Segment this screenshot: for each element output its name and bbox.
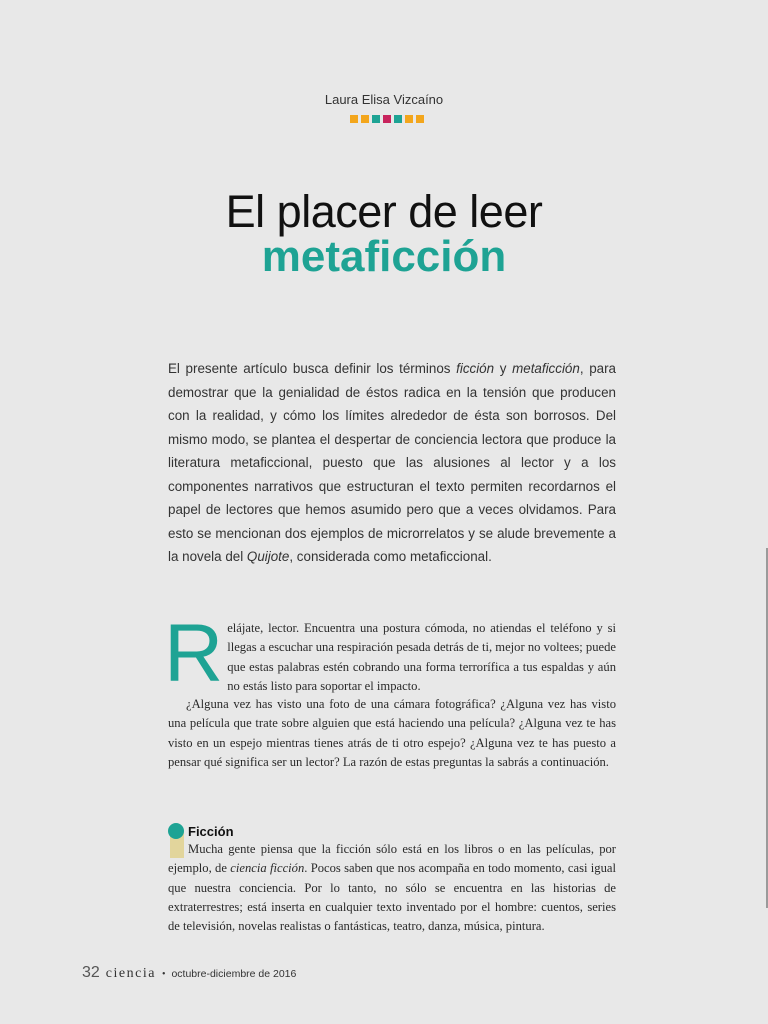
body-paragraph-2: ¿Alguna vez has visto una foto de una cámara fotográfica? ¿Alguna vez has visto una película que trate sobre alguien que está haciendo una película? ¿Alguna vez te has visto en un espejo mientras tienes atrás de ti otro espejo? ¿Alguna vez te has puesto a pensar qué significa ser un lector? La razón de estas preguntas la sabrás a continuación. [168,697,616,769]
decor-square-5 [394,115,402,123]
abstract-paragraph [168,357,616,569]
decorative-squares [350,115,424,123]
title-line-1: El placer de leer [225,186,543,237]
abstract-em-ficcion: ficción [456,361,495,376]
abstract-em-quijote: Quijote [246,549,290,564]
body-paragraph-3-em: ciencia ficción [230,861,305,876]
body-paragraph-3 [168,840,616,936]
section-title: Ficción [188,824,234,839]
magazine-name: ciencia [105,966,156,981]
decor-square-4 [383,115,391,123]
title-line-2: metaficción [261,232,507,281]
abstract-text-4: , considerada como metaficcional. [289,549,492,564]
decor-square-7 [416,115,424,123]
abstract-text-1: El presente artículo busca definir los términos [168,361,457,376]
abstract-text-2: y [494,361,513,376]
issue-date: octubre-diciembre de 2016 [171,968,297,980]
section-marker-dot-icon [168,823,184,839]
body-paragraph-3-text-1: Mucha gente piensa que la ficción sólo está en los libros o en las películas, por ejemplo, de [168,842,616,876]
page-footer [82,964,296,982]
footer-bullet: • [161,969,166,980]
body-paragraph-3-text-2: . Pocos saben que nos acompaña en todo momento, casi igual que nuestra conciencia. Por lo tanto, no sólo se encuentra en las historias de extraterrestres; está inserta en cualquier texto inventado por el hombre: cuentos, series de televisión, novelas realistas o fantásticas, teatro, danza, música, pintura. [168,861,616,934]
decor-square-1 [350,115,358,123]
abstract-em-metaficcion: metaficción [512,361,580,376]
decor-square-6 [405,115,413,123]
drop-cap: R [164,608,224,699]
abstract-text-3: , para demostrar que la genialidad de éstos radica en la tensión que producen con la realidad, y cómo los límites alrededor de ésta son borrosos. Del mismo modo, se plantea el despertar de conciencia lectora que produce la literatura metaficcional, puesto que las alusiones al lector y a los componentes narrativos que estructuran el texto permiten recordarnos el papel de lectores que hemos asumido pero que a veces olvidamos. Para esto se mencionan dos ejemplos de microrrelatos y se alude brevemente a la novela del [168,361,616,564]
decor-square-3 [372,115,380,123]
author-name: Laura Elisa Vizcaíno [324,92,444,107]
body-paragraph-1 [164,608,616,699]
body-paragraph-1-text: elájate, lector. Encuentra una postura cómoda, no atiendas el teléfono y si llegas a escuchar una respiración pesada detrás de ti, mejor no voltees; puede que estas palabras estén cobrando una forma terrorífica a tus espaldas y aún no estás listo para soportar el impacto. [227,621,616,693]
decor-square-2 [361,115,369,123]
page-number: 32 [82,964,100,981]
